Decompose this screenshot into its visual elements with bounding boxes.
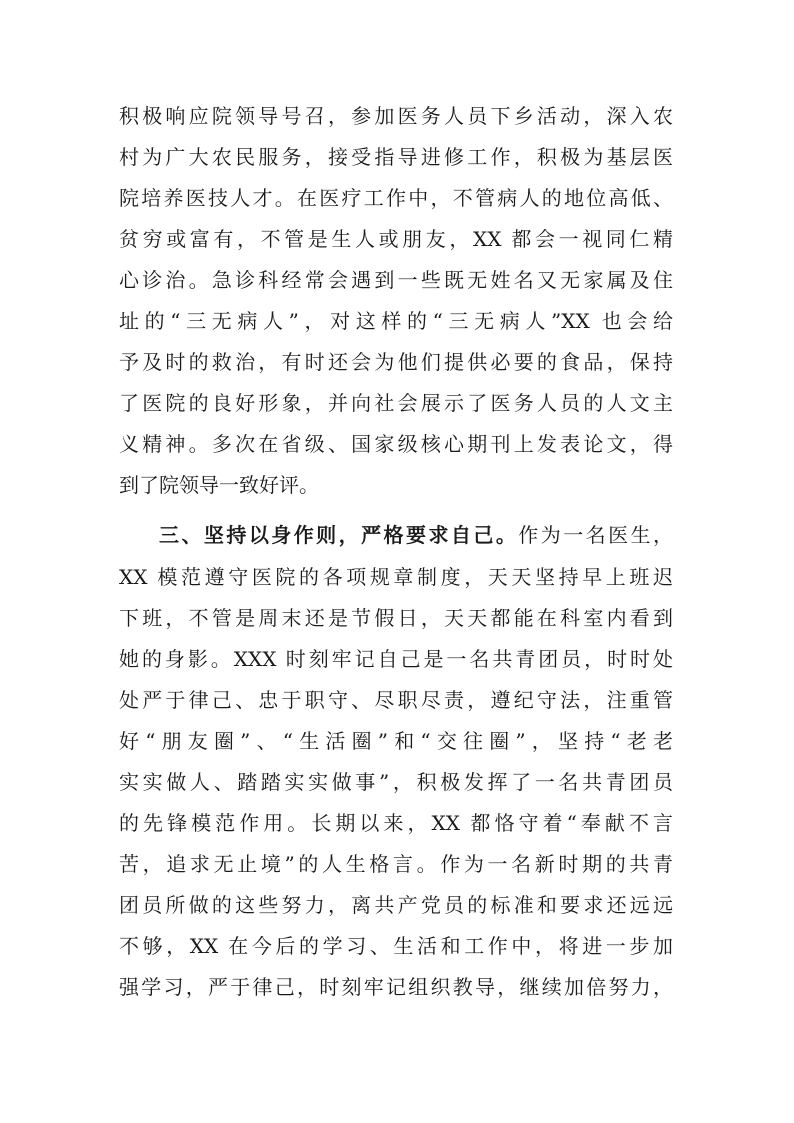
paragraph-line: 积极响应院领导号召，参加医务人员下乡活动，深入农: [119, 104, 673, 128]
paragraph-line: 村为广大农民服务，接受指导进修工作，积极为基层医: [119, 145, 673, 169]
paragraph-line: 不够，XX 在今后的学习、生活和工作中，将进一步加: [119, 934, 673, 958]
paragraph-line: 心诊治。急诊科经常会遇到一些既无姓名又无家属及住: [119, 268, 673, 292]
paragraph-line: XX 模范遵守医院的各项规章制度，天天坚持早上班迟: [119, 565, 673, 589]
heading-line-rest: 作为一名医生，: [518, 523, 674, 547]
paragraph-line: 贫穷或富有，不管是生人或朋友，XX 都会一视同仁精: [119, 227, 673, 251]
paragraph-line: 她的身影。XXX 时刻牢记自己是一名共青团员，时时处: [119, 647, 673, 671]
paragraph-line: 址的“三无病人”，对这样的“三无病人”XX 也会给: [119, 309, 673, 333]
paragraph-line: 强学习，严于律己，时刻牢记组织教导，继续加倍努力，: [119, 975, 673, 999]
paragraph-line: 义精神。多次在省级、国家级核心期刊上发表论文，得: [119, 432, 673, 456]
paragraph-line: 的先锋模范作用。长期以来，XX 都恪守着“奉献不言: [119, 811, 673, 835]
section-heading-line: [159, 515, 673, 555]
paragraph-line: 好“朋友圈”、“生活圈”和“交往圈”，坚持“老老: [119, 729, 673, 753]
paragraph-line: 苦，追求无止境”的人生格言。作为一名新时期的共青: [119, 852, 673, 876]
paragraph-line: 实实做人、踏踏实实做事”，积极发挥了一名共青团员: [119, 770, 673, 794]
section-heading: 三、坚持以身作则，严格要求自己。: [159, 523, 519, 547]
paragraph-line: 团员所做的这些努力，离共产党员的标准和要求还远远: [119, 893, 673, 917]
paragraph-line: 处严于律己、忠于职守、尽职尽责，遵纪守法，注重管: [119, 688, 673, 712]
paragraph-line: 予及时的救治，有时还会为他们提供必要的食品，保持: [119, 350, 673, 374]
paragraph-line: 下班，不管是周末还是节假日，天天都能在科室内看到: [119, 606, 673, 630]
paragraph-line: 了医院的良好形象，并向社会展示了医务人员的人文主: [119, 391, 673, 415]
paragraph-line: 院培养医技人才。在医疗工作中，不管病人的地位高低、: [119, 186, 673, 210]
paragraph-line: 到了院领导一致好评。: [119, 473, 319, 497]
